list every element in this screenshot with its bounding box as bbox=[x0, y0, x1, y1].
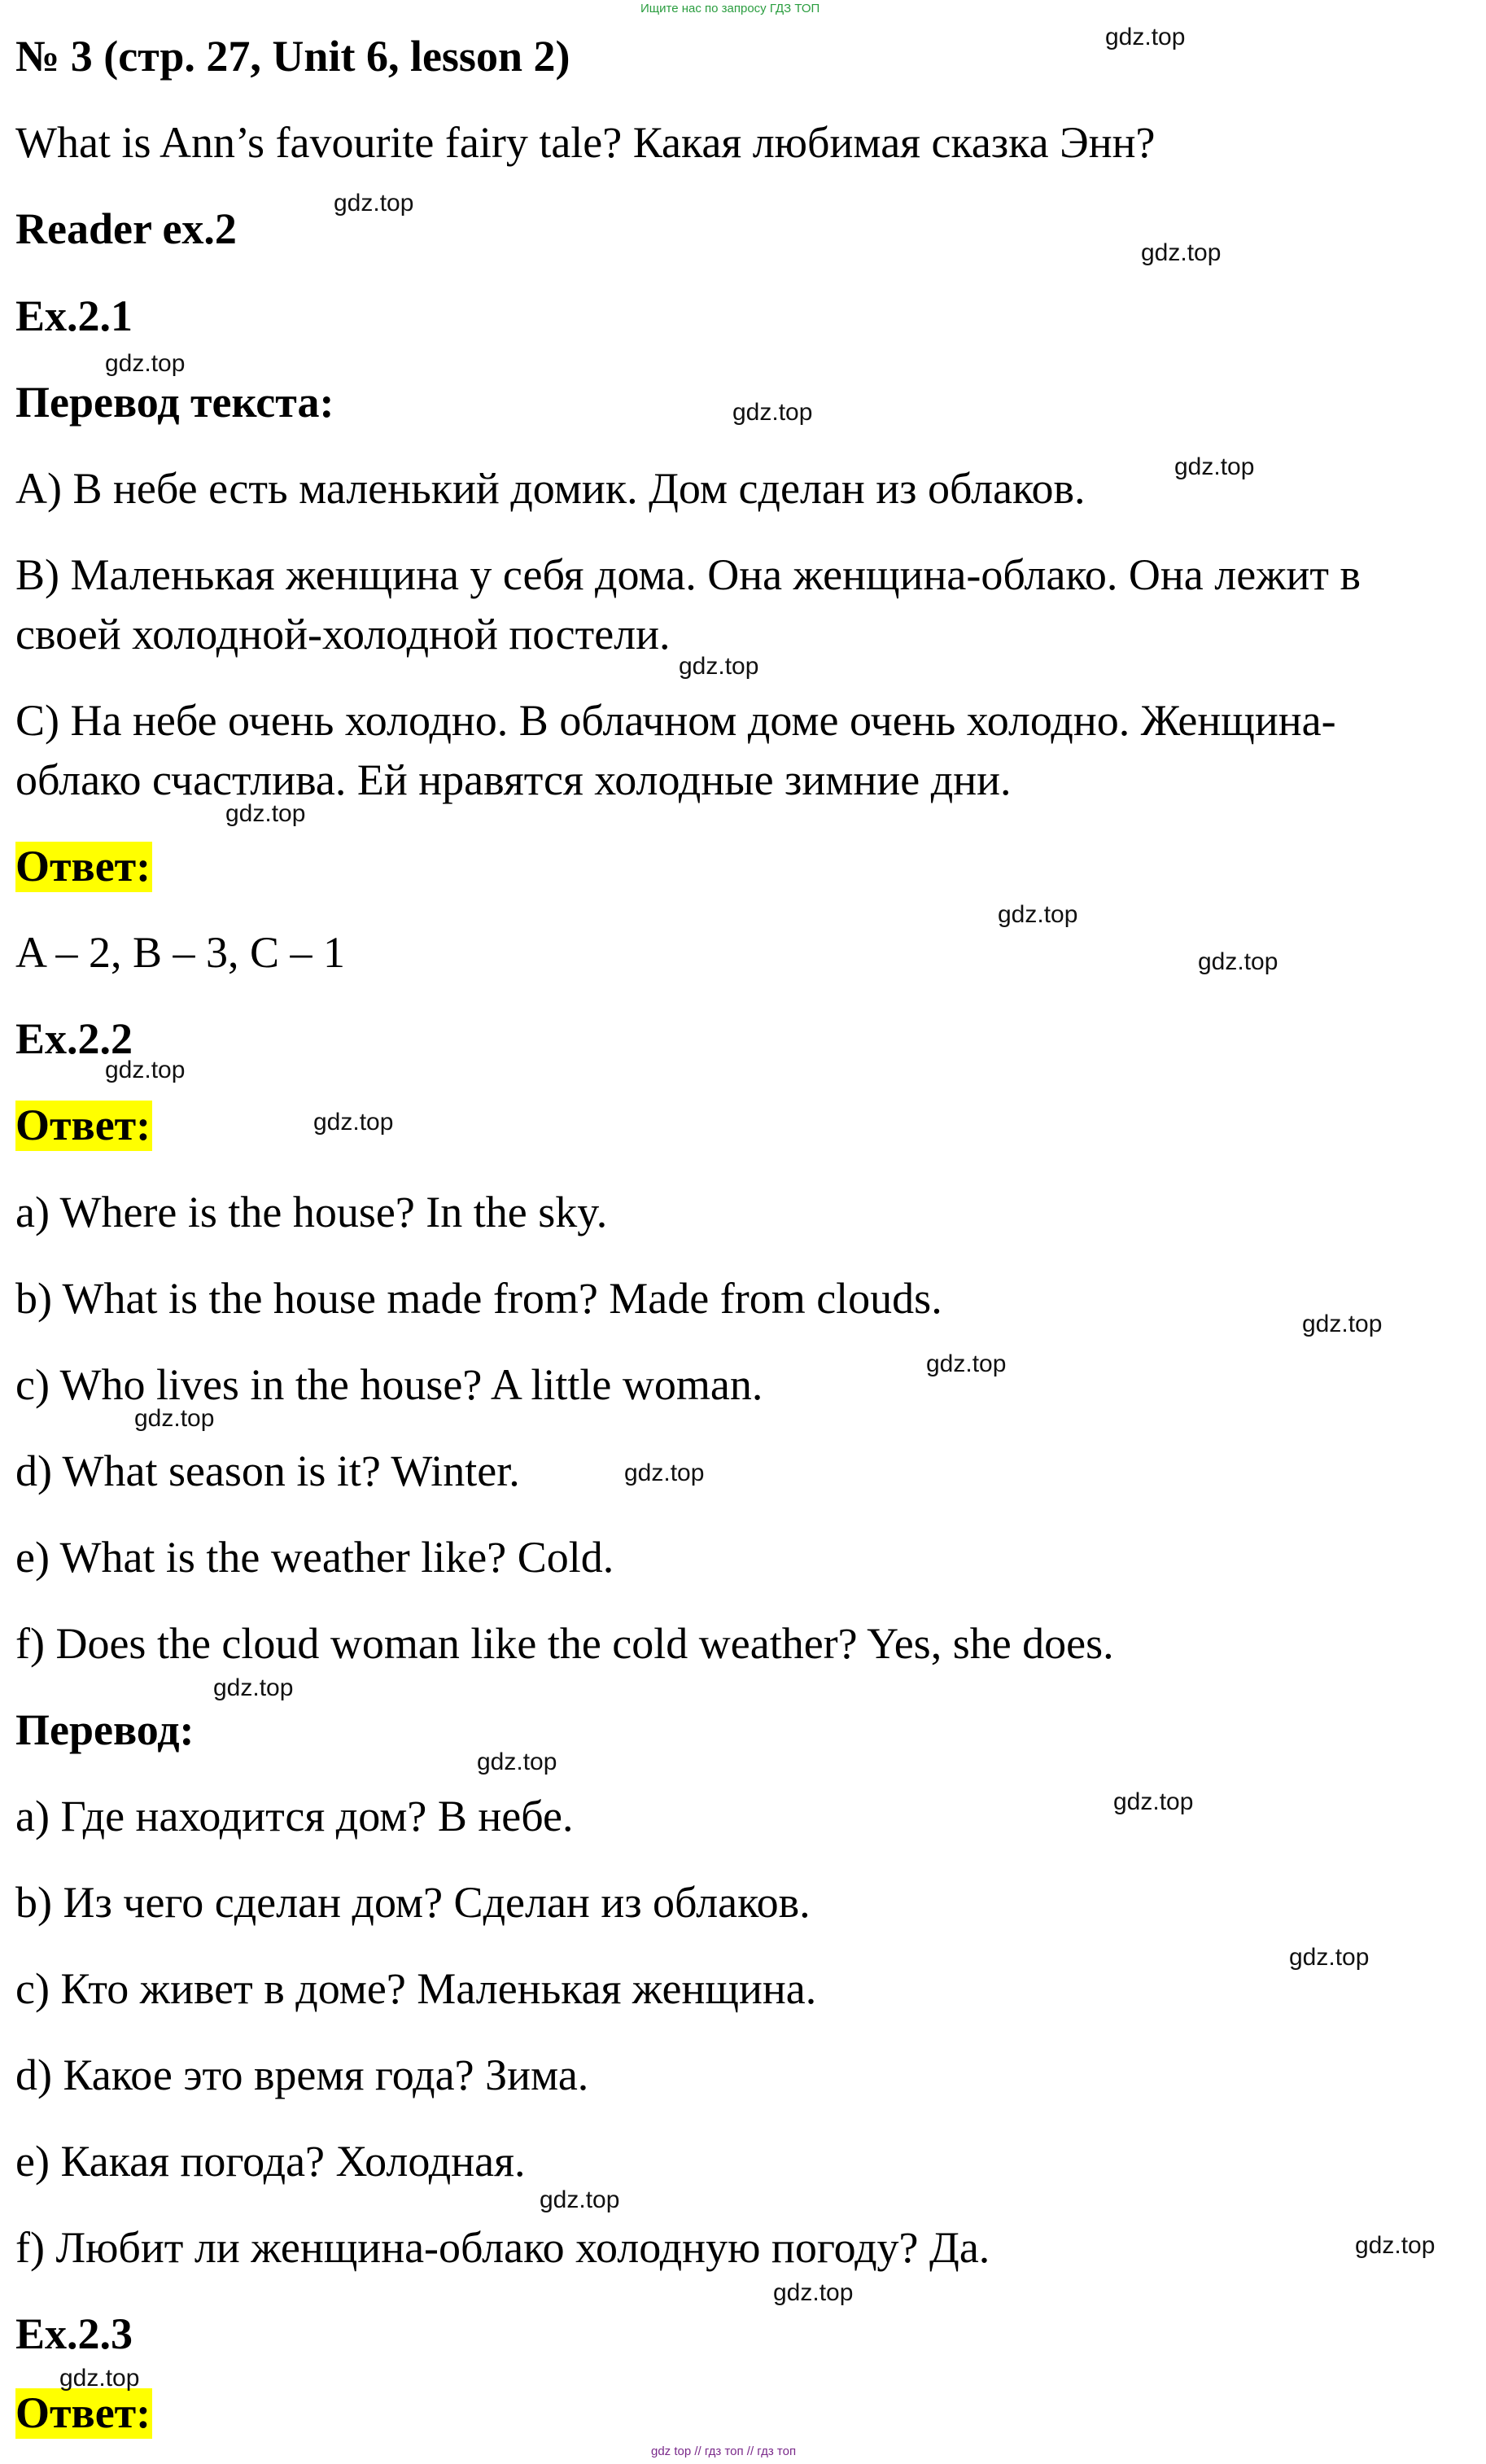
watermark: gdz.top bbox=[998, 901, 1078, 928]
ex21-answer: A – 2, B – 3, C – 1 bbox=[15, 928, 346, 977]
watermark: gdz.top bbox=[1174, 453, 1255, 480]
watermark: gdz.top bbox=[105, 1057, 186, 1083]
ex21-answer-label bbox=[15, 842, 152, 891]
watermark: gdz.top bbox=[225, 800, 306, 827]
question-text: What is Ann’s favourite fairy tale? Какая любимая сказка Энн? bbox=[15, 118, 1156, 167]
watermark: gdz.top bbox=[732, 399, 813, 426]
ex21-line-c2: облако счастлива. Ей нравятся холодные зимние дни. bbox=[15, 755, 1012, 804]
ex22-answer-d: d) What season is it? Winter. bbox=[15, 1446, 520, 1495]
ex21-line-b2: своей холодной-холодной постели. bbox=[15, 610, 671, 659]
watermark: gdz.top bbox=[1355, 2232, 1436, 2259]
ex21-title: Ex.2.1 bbox=[15, 291, 133, 340]
watermark: gdz.top bbox=[540, 2186, 620, 2213]
watermark: gdz.top bbox=[1302, 1311, 1383, 1337]
watermark: gdz.top bbox=[624, 1460, 705, 1486]
watermark: gdz.top bbox=[679, 653, 759, 680]
ex23-title: Ex.2.3 bbox=[15, 2309, 133, 2358]
watermark: gdz.top bbox=[1198, 948, 1278, 975]
ex21-line-c1: C) На небе очень холодно. В облачном доме очень холодно. Женщина- bbox=[15, 696, 1336, 745]
watermark: gdz.top bbox=[134, 1405, 215, 1432]
ex22-title: Ex.2.2 bbox=[15, 1014, 133, 1063]
ex21-translation-heading: Перевод текста: bbox=[15, 378, 334, 427]
footer-links: gdz top // гдз топ // гдз топ bbox=[651, 2444, 797, 2458]
ex22-translation-b: b) Из чего сделан дом? Сделан из облаков. bbox=[15, 1878, 811, 1927]
ex22-translation-a: a) Где находится дом? В небе. bbox=[15, 1792, 574, 1840]
ex22-answer-e: e) What is the weather like? Cold. bbox=[15, 1533, 614, 1582]
watermark: gdz.top bbox=[1105, 24, 1186, 50]
watermark: gdz.top bbox=[105, 350, 186, 377]
ex22-translation-c: c) Кто живет в доме? Маленькая женщина. bbox=[15, 1964, 817, 2013]
answer-highlight: Ответ: bbox=[15, 2388, 151, 2437]
watermark: gdz.top bbox=[773, 2279, 854, 2306]
watermark: gdz.top bbox=[334, 190, 414, 217]
answer-highlight: Ответ: bbox=[15, 1101, 151, 1149]
answer-highlight: Ответ: bbox=[15, 842, 151, 891]
watermark: gdz.top bbox=[1141, 239, 1222, 266]
ex22-answer-label bbox=[15, 1103, 152, 1147]
ex22-answer-a: a) Where is the house? In the sky. bbox=[15, 1188, 608, 1236]
reader-heading: Reader ex.2 bbox=[15, 204, 237, 253]
ex22-answer-c: c) Who lives in the house? A little woman. bbox=[15, 1360, 763, 1409]
ex22-translation-e: e) Какая погода? Холодная. bbox=[15, 2137, 526, 2186]
ex21-line-a: A) В небе есть маленький домик. Дом сделан из облаков. bbox=[15, 464, 1086, 513]
page-title: № 3 (стр. 27, Unit 6, lesson 2) bbox=[15, 32, 570, 81]
watermark: gdz.top bbox=[59, 2365, 140, 2392]
ex22-answer-b: b) What is the house made from? Made from clouds. bbox=[15, 1274, 942, 1323]
watermark: gdz.top bbox=[926, 1350, 1007, 1377]
watermark: gdz.top bbox=[313, 1109, 394, 1136]
ex23-answer-label bbox=[15, 2388, 152, 2437]
ex22-translation-label: Перевод: bbox=[15, 1705, 194, 1754]
watermark: gdz.top bbox=[213, 1674, 294, 1701]
ex22-translation-f: f) Любит ли женщина-облако холодную погоду? Да. bbox=[15, 2223, 990, 2272]
top-banner: Ищите нас по запросу ГДЗ ТОП bbox=[640, 2, 820, 15]
ex22-translation-d: d) Какое это время года? Зима. bbox=[15, 2050, 589, 2099]
watermark: gdz.top bbox=[1113, 1788, 1194, 1815]
ex22-answer-f: f) Does the cloud woman like the cold weather? Yes, she does. bbox=[15, 1619, 1114, 1668]
watermark: gdz.top bbox=[477, 1748, 557, 1775]
watermark: gdz.top bbox=[1289, 1944, 1370, 1971]
ex21-line-b1: B) Маленькая женщина у себя дома. Она женщина-облако. Она лежит в bbox=[15, 550, 1361, 599]
